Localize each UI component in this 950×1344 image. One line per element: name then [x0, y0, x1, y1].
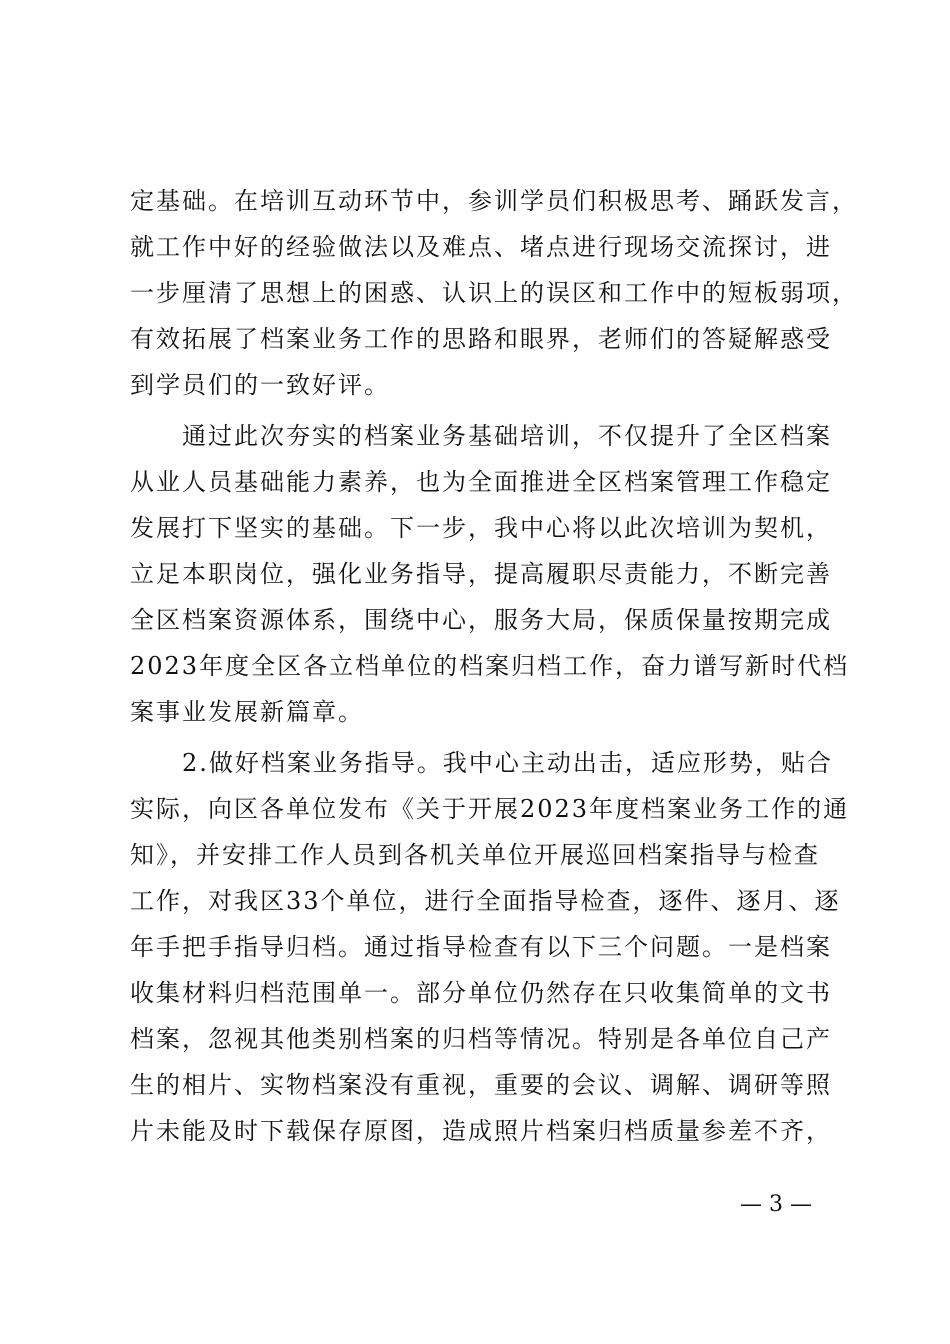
document-body [130, 178, 858, 1154]
text-line: 2023年度全区各立档单位的档案归档工作，奋力谱写新时代档 [130, 652, 850, 680]
text-line: 有效拓展了档案业务工作的思路和眼界，老师们的答疑解惑受 [130, 325, 832, 353]
text-line: 立足本职岗位，强化业务指导，提高履职尽责能力，不断完善 [130, 560, 832, 588]
text-line: 全区档案资源体系，围绕中心，服务大局，保质保量按期完成 [130, 606, 832, 634]
paragraph-3 [130, 740, 850, 1154]
text-line: 实际，向区各单位发布《关于开展2023年度档案业务工作的通 [130, 795, 850, 823]
text-line: 2.做好档案业务指导。我中心主动出击，适应形势，贴合 [130, 749, 833, 777]
text-line: 发展打下坚实的基础。下一步，我中心将以此次培训为契机， [130, 514, 832, 542]
text-line: 到学员们的一致好评。 [130, 371, 390, 399]
text-line: 知》，并安排工作人员到各机关单位开展巡回档案指导与检查 [130, 841, 820, 869]
paragraph-2 [130, 413, 850, 735]
page-number: — 3 — [740, 1192, 812, 1217]
text-line: 从业人员基础能力素养，也为全面推进全区档案管理工作稳定 [130, 468, 832, 496]
text-line: 片未能及时下载保存原图，造成照片档案归档质量参差不齐， [130, 1117, 832, 1145]
text-line: 收集材料归档范围单一。部分单位仍然存在只收集简单的文书 [130, 979, 832, 1007]
text-line: 年手把手指导归档。通过指导检查有以下三个问题。一是档案 [130, 933, 832, 961]
paragraph-1 [130, 178, 858, 408]
text-line: 档案，忽视其他类别档案的归档等情况。特别是各单位自己产 [130, 1025, 832, 1053]
text-line: 一步厘清了思想上的困惑、认识上的误区和工作中的短板弱项， [130, 279, 858, 307]
text-line: 案事业发展新篇章。 [130, 698, 364, 726]
text-line: 通过此次夯实的档案业务基础培训，不仅提升了全区档案 [130, 422, 832, 450]
text-line: 生的相片、实物档案没有重视，重要的会议、调解、调研等照 [130, 1071, 832, 1099]
text-line: 工作，对我区33个单位，进行全面指导检查，逐件、逐月、逐 [130, 887, 841, 915]
text-line: 定基础。在培训互动环节中，参训学员们积极思考、踊跃发言， [130, 187, 858, 215]
text-line: 就工作中好的经验做法以及难点、堵点进行现场交流探讨，进 [130, 233, 832, 261]
